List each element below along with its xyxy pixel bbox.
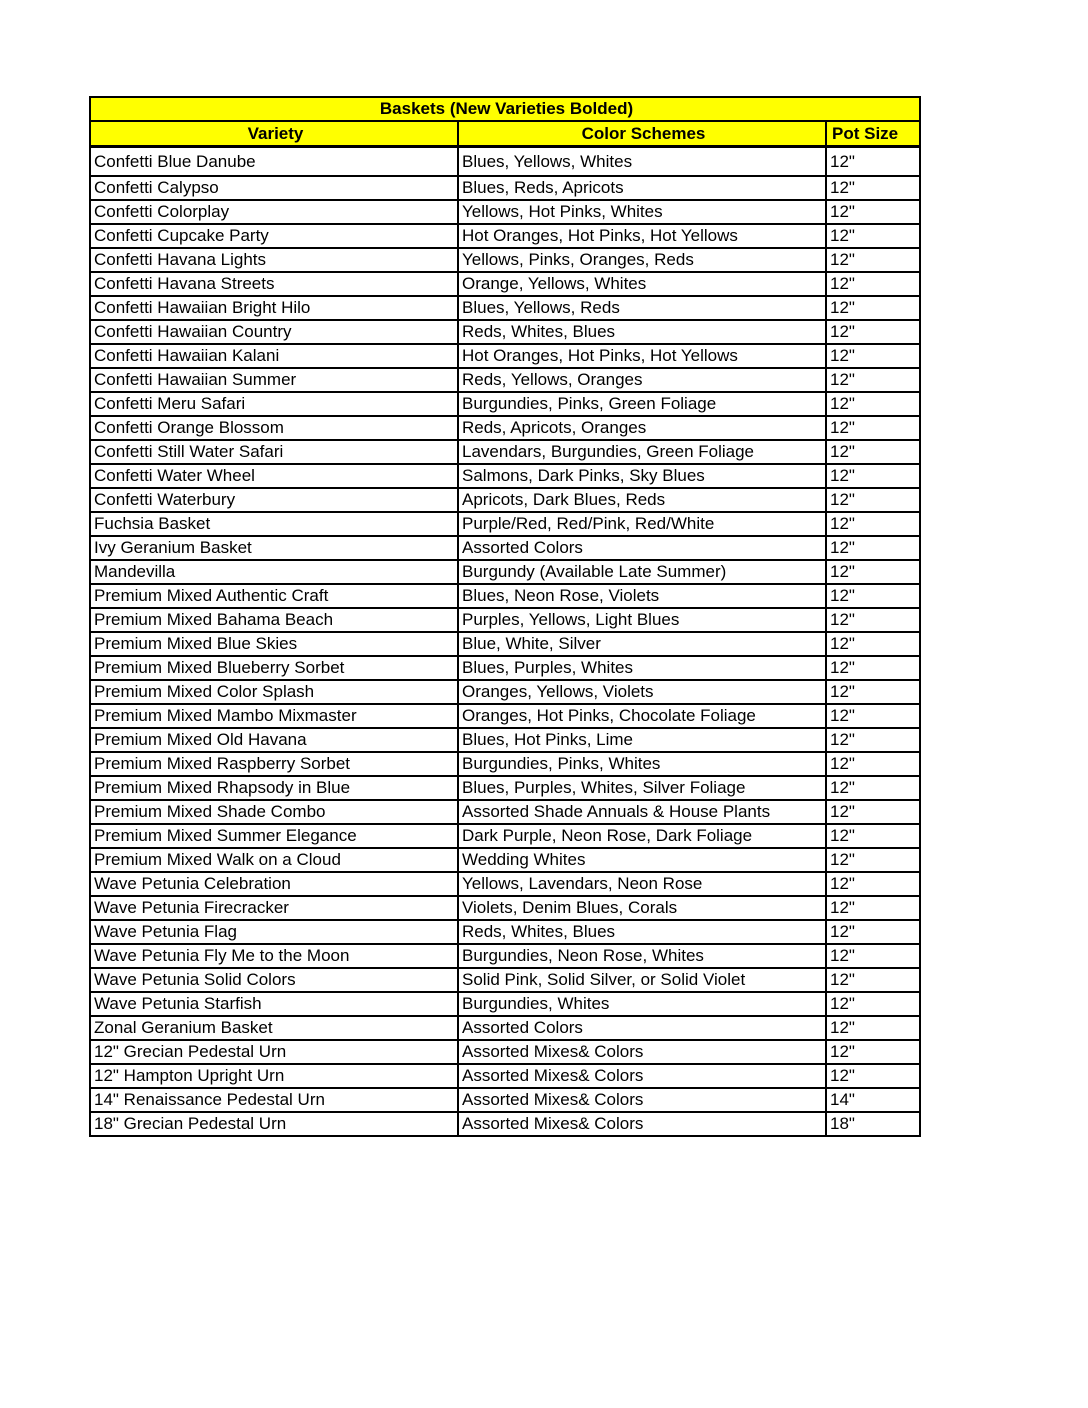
- pot-size-cell: 12": [826, 512, 920, 536]
- table-row: [90, 512, 920, 536]
- table-title: Baskets (New Varieties Bolded): [90, 97, 920, 121]
- variety-cell: Wave Petunia Celebration: [90, 872, 458, 896]
- color-schemes-cell: Blues, Purples, Whites: [458, 656, 826, 680]
- pot-size-cell: 12": [826, 536, 920, 560]
- table-row: [90, 608, 920, 632]
- table-row: [90, 752, 920, 776]
- variety-cell: Premium Mixed Rhapsody in Blue: [90, 776, 458, 800]
- variety-cell: 18" Grecian Pedestal Urn: [90, 1112, 458, 1136]
- pot-size-cell: 12": [826, 992, 920, 1016]
- color-schemes-cell: Blues, Neon Rose, Violets: [458, 584, 826, 608]
- color-schemes-cell: Blues, Reds, Apricots: [458, 176, 826, 200]
- pot-size-cell: 18": [826, 1112, 920, 1136]
- variety-cell: Confetti Water Wheel: [90, 464, 458, 488]
- pot-size-cell: 12": [826, 344, 920, 368]
- column-header-color-schemes: Color Schemes: [458, 121, 826, 147]
- color-schemes-cell: Purples, Yellows, Light Blues: [458, 608, 826, 632]
- color-schemes-cell: Blues, Yellows, Whites: [458, 147, 826, 177]
- pot-size-cell: 12": [826, 368, 920, 392]
- pot-size-cell: 12": [826, 944, 920, 968]
- table-row: [90, 704, 920, 728]
- color-schemes-cell: Reds, Apricots, Oranges: [458, 416, 826, 440]
- variety-cell: Confetti Havana Lights: [90, 248, 458, 272]
- variety-cell: Zonal Geranium Basket: [90, 1016, 458, 1040]
- color-schemes-cell: Assorted Mixes& Colors: [458, 1112, 826, 1136]
- variety-cell: Confetti Orange Blossom: [90, 416, 458, 440]
- table-row: [90, 1016, 920, 1040]
- color-schemes-cell: Solid Pink, Solid Silver, or Solid Violet: [458, 968, 826, 992]
- color-schemes-cell: Reds, Yellows, Oranges: [458, 368, 826, 392]
- pot-size-cell: 12": [826, 584, 920, 608]
- pot-size-cell: 12": [826, 1064, 920, 1088]
- variety-cell: Wave Petunia Flag: [90, 920, 458, 944]
- table-row: [90, 872, 920, 896]
- variety-cell: Confetti Hawaiian Country: [90, 320, 458, 344]
- table-row: [90, 848, 920, 872]
- table-row: [90, 536, 920, 560]
- table-row: [90, 632, 920, 656]
- color-schemes-cell: Blues, Hot Pinks, Lime: [458, 728, 826, 752]
- color-schemes-cell: Salmons, Dark Pinks, Sky Blues: [458, 464, 826, 488]
- color-schemes-cell: Blues, Yellows, Reds: [458, 296, 826, 320]
- table-row: [90, 680, 920, 704]
- color-schemes-cell: Burgundies, Whites: [458, 992, 826, 1016]
- pot-size-cell: 12": [826, 968, 920, 992]
- color-schemes-cell: Assorted Shade Annuals & House Plants: [458, 800, 826, 824]
- pot-size-cell: 12": [826, 680, 920, 704]
- pot-size-cell: 12": [826, 848, 920, 872]
- table-row: [90, 944, 920, 968]
- pot-size-cell: 12": [826, 560, 920, 584]
- color-schemes-cell: Lavendars, Burgundies, Green Foliage: [458, 440, 826, 464]
- table-row: [90, 272, 920, 296]
- table-row: [90, 776, 920, 800]
- color-schemes-cell: Assorted Colors: [458, 1016, 826, 1040]
- variety-cell: Mandevilla: [90, 560, 458, 584]
- table-row: [90, 200, 920, 224]
- variety-cell: Confetti Havana Streets: [90, 272, 458, 296]
- pot-size-cell: 12": [826, 656, 920, 680]
- color-schemes-cell: Assorted Colors: [458, 536, 826, 560]
- color-schemes-cell: Oranges, Yellows, Violets: [458, 680, 826, 704]
- table-row: [90, 392, 920, 416]
- pot-size-cell: 12": [826, 608, 920, 632]
- color-schemes-cell: Violets, Denim Blues, Corals: [458, 896, 826, 920]
- table-row: [90, 560, 920, 584]
- table-row: [90, 992, 920, 1016]
- color-schemes-cell: Burgundies, Pinks, Green Foliage: [458, 392, 826, 416]
- table-row: [90, 728, 920, 752]
- pot-size-cell: 12": [826, 200, 920, 224]
- color-schemes-cell: Assorted Mixes& Colors: [458, 1064, 826, 1088]
- table-row: [90, 824, 920, 848]
- variety-cell: Premium Mixed Old Havana: [90, 728, 458, 752]
- pot-size-cell: 12": [826, 872, 920, 896]
- table-row: [90, 800, 920, 824]
- column-header-pot-size: Pot Size: [826, 121, 920, 147]
- pot-size-cell: 12": [826, 416, 920, 440]
- pot-size-cell: 12": [826, 224, 920, 248]
- variety-cell: Premium Mixed Blueberry Sorbet: [90, 656, 458, 680]
- variety-cell: Wave Petunia Fly Me to the Moon: [90, 944, 458, 968]
- pot-size-cell: 12": [826, 1016, 920, 1040]
- table-row: [90, 176, 920, 200]
- color-schemes-cell: Hot Oranges, Hot Pinks, Hot Yellows: [458, 224, 826, 248]
- variety-cell: Confetti Still Water Safari: [90, 440, 458, 464]
- table-row: [90, 1064, 920, 1088]
- variety-cell: Fuchsia Basket: [90, 512, 458, 536]
- column-header-variety: Variety: [90, 121, 458, 147]
- variety-cell: Wave Petunia Firecracker: [90, 896, 458, 920]
- table-row: [90, 1040, 920, 1064]
- table-row: [90, 344, 920, 368]
- variety-cell: Confetti Colorplay: [90, 200, 458, 224]
- variety-cell: Wave Petunia Solid Colors: [90, 968, 458, 992]
- pot-size-cell: 14": [826, 1088, 920, 1112]
- pot-size-cell: 12": [826, 632, 920, 656]
- pot-size-cell: 12": [826, 296, 920, 320]
- variety-cell: Confetti Hawaiian Bright Hilo: [90, 296, 458, 320]
- pot-size-cell: 12": [826, 824, 920, 848]
- variety-cell: Premium Mixed Walk on a Cloud: [90, 848, 458, 872]
- color-schemes-cell: Reds, Whites, Blues: [458, 320, 826, 344]
- table-row: [90, 656, 920, 680]
- table-row: [90, 440, 920, 464]
- variety-cell: Ivy Geranium Basket: [90, 536, 458, 560]
- color-schemes-cell: Purple/Red, Red/Pink, Red/White: [458, 512, 826, 536]
- baskets-sheet: [89, 96, 919, 1137]
- variety-cell: Premium Mixed Mambo Mixmaster: [90, 704, 458, 728]
- table-row: [90, 1088, 920, 1112]
- table-row: [90, 320, 920, 344]
- pot-size-cell: 12": [826, 920, 920, 944]
- table-row: [90, 368, 920, 392]
- variety-cell: Confetti Blue Danube: [90, 147, 458, 177]
- table-row: [90, 896, 920, 920]
- table-row: [90, 464, 920, 488]
- table-row: [90, 920, 920, 944]
- pot-size-cell: 12": [826, 272, 920, 296]
- color-schemes-cell: Blue, White, Silver: [458, 632, 826, 656]
- color-schemes-cell: Assorted Mixes& Colors: [458, 1040, 826, 1064]
- pot-size-cell: 12": [826, 147, 920, 177]
- color-schemes-cell: Oranges, Hot Pinks, Chocolate Foliage: [458, 704, 826, 728]
- table-header-row: [90, 121, 920, 147]
- variety-cell: Confetti Hawaiian Summer: [90, 368, 458, 392]
- color-schemes-cell: Reds, Whites, Blues: [458, 920, 826, 944]
- table-row: [90, 488, 920, 512]
- variety-cell: Premium Mixed Authentic Craft: [90, 584, 458, 608]
- color-schemes-cell: Yellows, Hot Pinks, Whites: [458, 200, 826, 224]
- color-schemes-cell: Burgundy (Available Late Summer): [458, 560, 826, 584]
- table-row: [90, 224, 920, 248]
- color-schemes-cell: Wedding Whites: [458, 848, 826, 872]
- variety-cell: 12" Grecian Pedestal Urn: [90, 1040, 458, 1064]
- pot-size-cell: 12": [826, 176, 920, 200]
- variety-cell: Confetti Waterbury: [90, 488, 458, 512]
- pot-size-cell: 12": [826, 776, 920, 800]
- table-row: [90, 1112, 920, 1136]
- variety-cell: Premium Mixed Color Splash: [90, 680, 458, 704]
- variety-cell: Confetti Hawaiian Kalani: [90, 344, 458, 368]
- pot-size-cell: 12": [826, 440, 920, 464]
- table-row: [90, 296, 920, 320]
- variety-cell: Premium Mixed Raspberry Sorbet: [90, 752, 458, 776]
- pot-size-cell: 12": [826, 392, 920, 416]
- variety-cell: Premium Mixed Blue Skies: [90, 632, 458, 656]
- pot-size-cell: 12": [826, 464, 920, 488]
- table-title-row: [90, 97, 920, 121]
- variety-cell: Premium Mixed Summer Elegance: [90, 824, 458, 848]
- pot-size-cell: 12": [826, 728, 920, 752]
- baskets-table: [89, 96, 921, 1137]
- table-body: [90, 147, 920, 1137]
- variety-cell: Confetti Cupcake Party: [90, 224, 458, 248]
- variety-cell: Wave Petunia Starfish: [90, 992, 458, 1016]
- pot-size-cell: 12": [826, 704, 920, 728]
- pot-size-cell: 12": [826, 1040, 920, 1064]
- color-schemes-cell: Burgundies, Pinks, Whites: [458, 752, 826, 776]
- pot-size-cell: 12": [826, 800, 920, 824]
- color-schemes-cell: Assorted Mixes& Colors: [458, 1088, 826, 1112]
- table-row: [90, 147, 920, 177]
- table-row: [90, 584, 920, 608]
- variety-cell: Confetti Meru Safari: [90, 392, 458, 416]
- variety-cell: Premium Mixed Bahama Beach: [90, 608, 458, 632]
- color-schemes-cell: Apricots, Dark Blues, Reds: [458, 488, 826, 512]
- table-row: [90, 968, 920, 992]
- table-row: [90, 248, 920, 272]
- pot-size-cell: 12": [826, 488, 920, 512]
- variety-cell: 14" Renaissance Pedestal Urn: [90, 1088, 458, 1112]
- color-schemes-cell: Orange, Yellows, Whites: [458, 272, 826, 296]
- variety-cell: Confetti Calypso: [90, 176, 458, 200]
- pot-size-cell: 12": [826, 896, 920, 920]
- pot-size-cell: 12": [826, 248, 920, 272]
- pot-size-cell: 12": [826, 320, 920, 344]
- table-row: [90, 416, 920, 440]
- variety-cell: Premium Mixed Shade Combo: [90, 800, 458, 824]
- color-schemes-cell: Dark Purple, Neon Rose, Dark Foliage: [458, 824, 826, 848]
- color-schemes-cell: Yellows, Lavendars, Neon Rose: [458, 872, 826, 896]
- pot-size-cell: 12": [826, 752, 920, 776]
- color-schemes-cell: Hot Oranges, Hot Pinks, Hot Yellows: [458, 344, 826, 368]
- color-schemes-cell: Yellows, Pinks, Oranges, Reds: [458, 248, 826, 272]
- color-schemes-cell: Blues, Purples, Whites, Silver Foliage: [458, 776, 826, 800]
- color-schemes-cell: Burgundies, Neon Rose, Whites: [458, 944, 826, 968]
- variety-cell: 12" Hampton Upright Urn: [90, 1064, 458, 1088]
